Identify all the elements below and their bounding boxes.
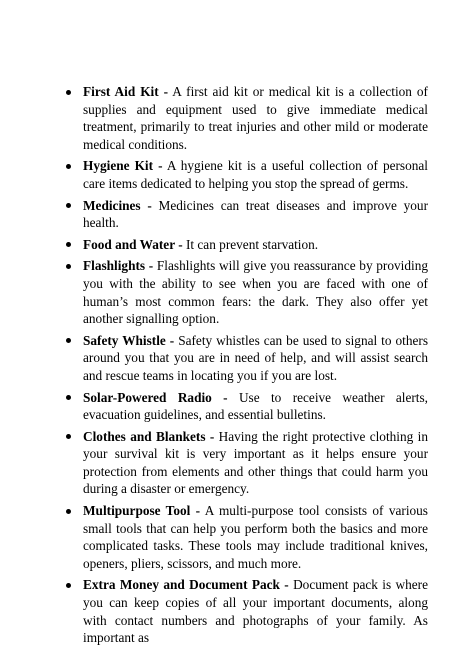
item-term: Extra Money and Document Pack - <box>83 577 289 593</box>
item-term: Medicines - <box>83 197 152 213</box>
item-term: First Aid Kit - <box>83 84 169 99</box>
item-description: Flashlights will give you reassurance by providing you with the ability to see when you are faced with one of human’s most common fears: the dark. They also offer yet another signalling option. <box>83 258 428 327</box>
list-item-medicines <box>66 197 428 232</box>
survival-kit-list <box>66 83 428 651</box>
item-description: Safety whistles can be used to signal to others around you that you are in need of help, and will assist search and rescue teams in locating you if you are lost. <box>83 332 429 383</box>
bullet-icon <box>66 203 71 208</box>
list-item-hygiene-kit <box>66 157 428 192</box>
list-item-clothes-and-blankets <box>66 428 428 498</box>
item-description: A hygiene kit is a useful collection of personal care items dedicated to helping you stop the spread of germs. <box>83 158 428 191</box>
bullet-icon <box>66 90 71 95</box>
bullet-icon <box>66 395 71 400</box>
list-item-flashlights <box>66 257 428 327</box>
item-description: Use to receive weather alerts, evacuation guidelines, and essential bulletins. <box>83 389 428 423</box>
bullet-icon <box>66 583 71 588</box>
item-term: Multipurpose Tool - <box>83 503 201 519</box>
list-item-first-aid-kit <box>66 83 428 153</box>
list-item-multipurpose-tool <box>66 502 428 572</box>
item-term: Clothes and Blankets - <box>83 428 215 444</box>
item-description: It can prevent starvation. <box>182 236 319 252</box>
item-term: Safety Whistle - <box>83 332 175 348</box>
item-term: Solar-Powered Radio - <box>83 389 228 405</box>
list-item-safety-whistle <box>66 332 428 385</box>
item-description: A first aid kit or medical kit is a collection of supplies and equipment used to give immediate medical treatment, primarily to treat injuries and other mild or moderate medical conditions. <box>83 84 428 152</box>
bullet-icon <box>66 509 71 514</box>
item-description: A multi-purpose tool consists of various small tools that can help you perform both the basics and more complicated tasks. These tools may include traditional knives, openers, pliers, scissors, and much more. <box>83 503 428 571</box>
bullet-icon <box>66 242 71 247</box>
item-description: Having the right protective clothing in your survival kit is very important as it helps ensure your protection from elements and other things that could harm you during a disaster or emergency. <box>83 428 428 497</box>
item-term: Flashlights - <box>83 258 154 274</box>
item-term: Food and Water - <box>83 236 183 252</box>
list-item-extra-money-and-document-pack <box>66 576 428 646</box>
list-item-solar-powered-radio <box>66 389 428 424</box>
item-description: Document pack is where you can keep copies of all your important documents, along with contact numbers and photographs of your family. As important as <box>83 577 428 646</box>
list-item-food-and-water <box>66 236 428 254</box>
bullet-icon <box>66 164 71 169</box>
item-description: Medicines can treat diseases and improve your health. <box>83 197 428 231</box>
bullet-icon <box>66 338 71 343</box>
bullet-icon <box>66 264 71 269</box>
item-term: Hygiene Kit - <box>83 158 163 174</box>
bullet-icon <box>66 434 71 439</box>
